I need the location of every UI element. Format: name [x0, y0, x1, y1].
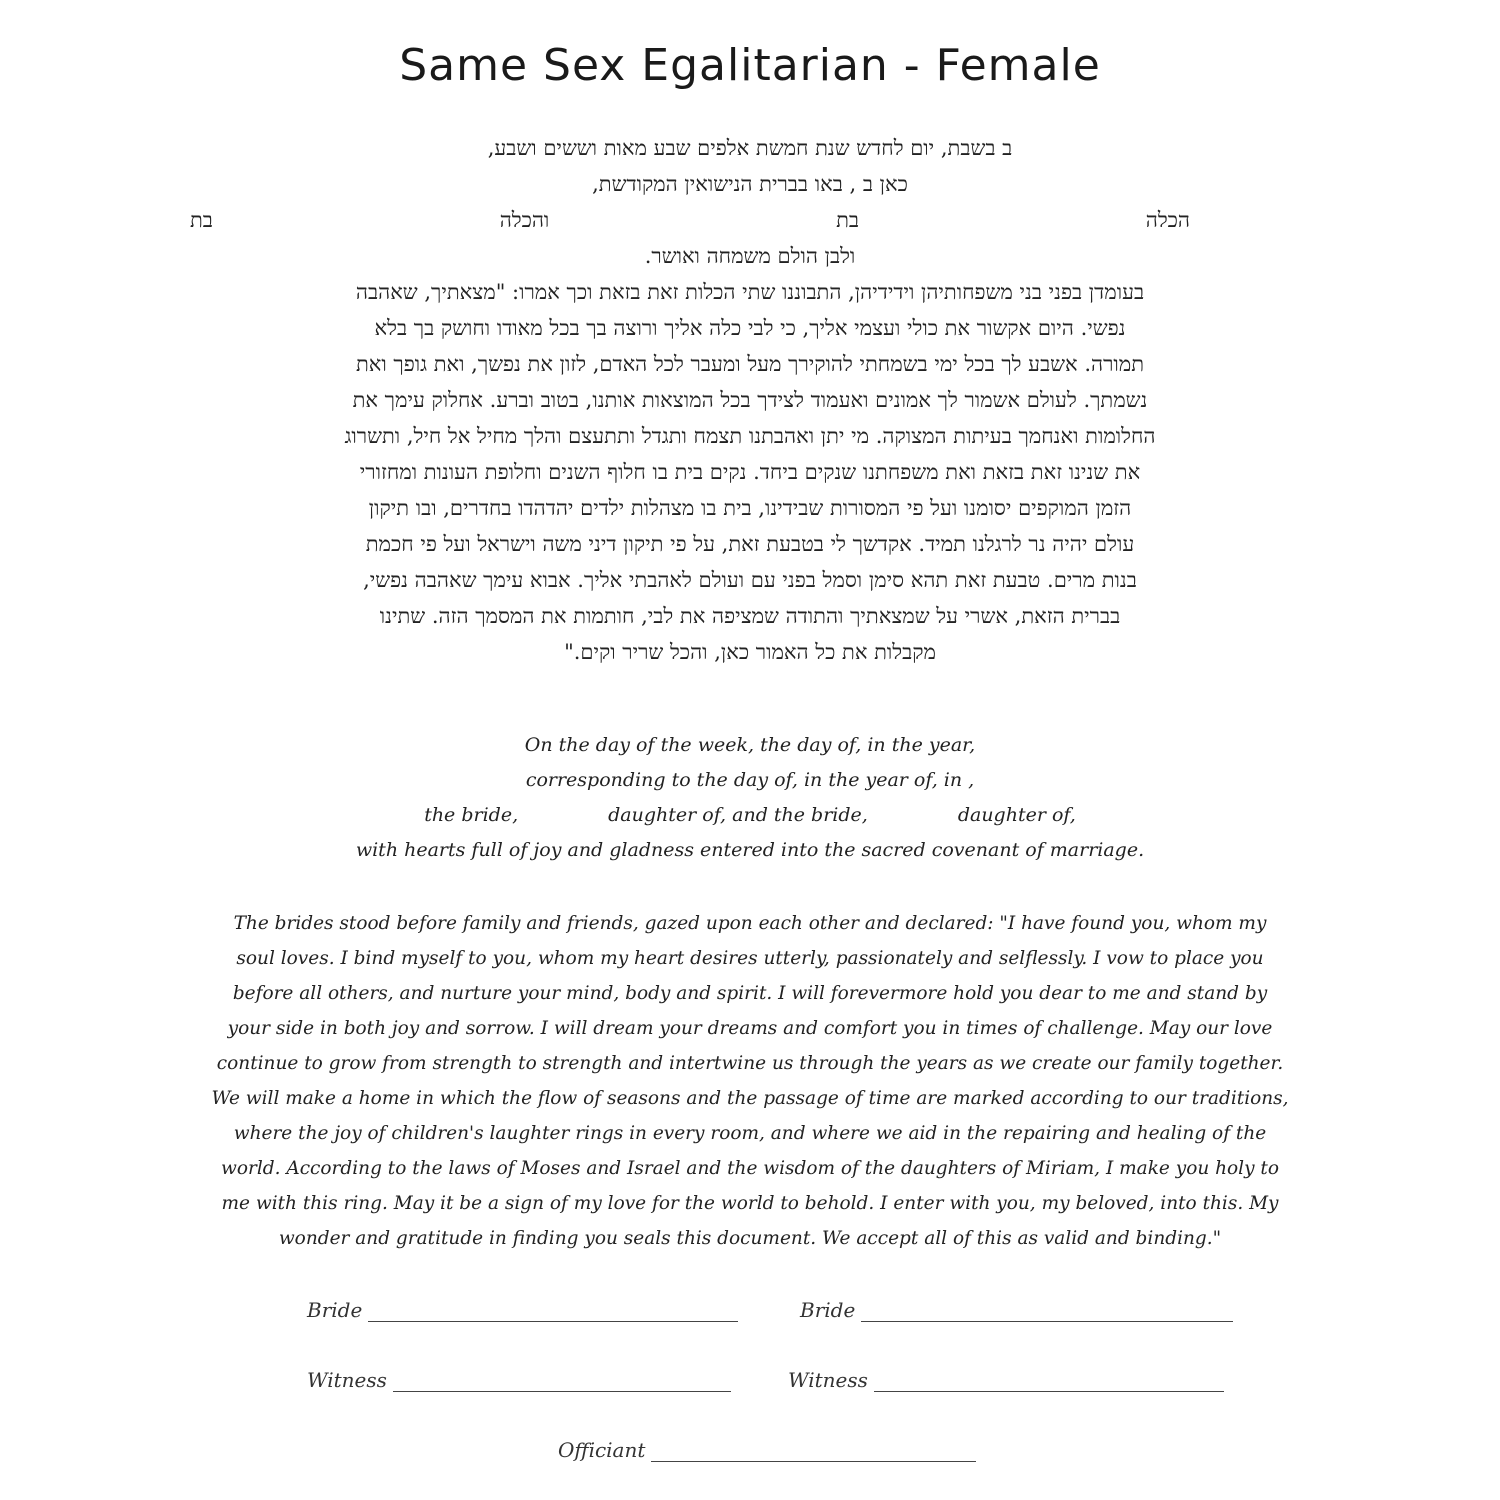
english-body [145, 906, 1355, 1256]
signature-label: Witness [307, 1368, 387, 1392]
hebrew-body-line: בעומדן בפני בני משפחותיהן וידידיהן, התבוננו שתי הכלות זאת בזאת וכך אמרו: "מצאתיך, שאהבה [355, 280, 1145, 304]
bride-signature-right[interactable] [800, 1298, 1233, 1322]
hebrew-header-line [150, 202, 1350, 238]
hebrew-body [150, 274, 1350, 670]
hebrew-header-line: כאן ב , באו בברית הנישואין המקודשת, [592, 172, 908, 196]
officiant-signature[interactable] [558, 1438, 976, 1462]
english-body-line: soul loves. I bind myself to you, whom my heart desires utterly, passionately and selflessly. I vow to place you [236, 948, 1264, 969]
hebrew-body-line: עולם יהיה נר לרגלנו תמיד. אקדשך לי בטבעת זאת, על פי תיקון דיני משה וישראל ועל פי חכמת [365, 532, 1135, 556]
bride-signature-left[interactable] [307, 1298, 738, 1322]
witness-signature-right[interactable] [788, 1368, 1224, 1392]
hebrew-body-line: הזמן המוקפים יסומנו ועל פי המסורות שבידינו, בית בו מצהלות ילדים יהדהדו בחדרים, ובו תיקון [368, 496, 1132, 520]
hebrew-body-line: נשמתך. לעולם אשמור לך אמונים ואעמוד לצידך בכל המוצאות אותנו, בטוב וברע. אחלוק עימך את [352, 388, 1148, 412]
english-body-line: me with this ring. May it be a sign of my love for the world to behold. I enter with you, my beloved, into this. My [221, 1193, 1279, 1214]
hebrew-daughter-label: בת [190, 208, 213, 232]
hebrew-body-line: את שנינו זאת בזאת ואת משפחתנו שנקים ביחד. נקים בית בו חלוף השנים וחלופת העונות ומחזורי [359, 460, 1141, 484]
signature-label: Witness [788, 1368, 868, 1392]
hebrew-header-line: ב בשבת, יום לחדש שנת חמשת אלפים שבע מאות וששים ושבע, [487, 136, 1013, 160]
hebrew-text-block [150, 130, 1350, 670]
signature-label: Bride [307, 1298, 363, 1322]
english-intro-line: corresponding to the day of, in the year of, in , [525, 769, 975, 791]
hebrew-body-line: נפשי. היום אקשור את כולי ועצמי אליך, כי לבי כלה אליך ורוצה בך בכל מאודו וחושק בך בלא [374, 316, 1126, 340]
signature-line[interactable] [874, 1371, 1224, 1392]
english-body-line: where the joy of children's laughter rings in every room, and where we aid in the repairing and healing of the [233, 1123, 1267, 1144]
english-intro-line [200, 798, 1300, 833]
english-body-line: before all others, and nurture your mind, body and spirit. I will forevermore hold you dear to me and stand by [232, 983, 1268, 1004]
english-intro [200, 728, 1300, 868]
signature-line[interactable] [368, 1301, 738, 1322]
english-body-line: your side in both joy and sorrow. I will dream your dreams and comfort you in times of challenge. May our love [227, 1018, 1273, 1039]
english-body-line: The brides stood before family and friends, gazed upon each other and declared: "I have found you, whom my [233, 913, 1267, 934]
hebrew-body-line: החלומות ואנחמך בעיתות המצוקה. מי יתן ואהבתנו תצמח ותגדל ותתעצם והלך מחיל אל חיל, ותשרוג [344, 424, 1156, 448]
hebrew-header-line: ולבן הולם משמחה ואושר. [644, 244, 856, 268]
signature-line[interactable] [651, 1441, 976, 1462]
signature-label: Officiant [558, 1438, 646, 1462]
english-body-line: wonder and gratitude in finding you seals this document. We accept all of this as valid and binding." [278, 1228, 1222, 1249]
hebrew-bride-label: הכלה [1145, 208, 1190, 232]
signature-label: Bride [800, 1298, 856, 1322]
signature-line[interactable] [861, 1301, 1233, 1322]
english-body-line: continue to grow from strength to strength and intertwine us through the years as we create our family together. [216, 1053, 1284, 1074]
hebrew-body-line: בברית הזאת, אשרי על שמצאתיך והתודה שמציפה את לבי, חותמות את המסמך הזה. שתינו [379, 604, 1121, 628]
english-body-line: We will make a home in which the flow of seasons and the passage of time are marked according to our traditions, [211, 1088, 1289, 1109]
hebrew-body-line: מקבלות את כל האמור כאן, והכל שריר וקים." [564, 640, 936, 664]
hebrew-body-line: בנות מרים. טבעת זאת תהא סימן וסמל בפני עם ועולם לאהבתי אליך. אבוא עימך שאהבה נפשי, [363, 568, 1137, 592]
hebrew-and-bride-label: והכלה [499, 208, 550, 232]
english-daughter-label: daughter of, [957, 804, 1076, 826]
english-intro-line: On the day of the week, the day of, in the year, [524, 734, 976, 756]
english-body-line: world. According to the laws of Moses and Israel and the wisdom of the daughters of Miriam, I make you holy to [221, 1158, 1279, 1179]
witness-signature-left[interactable] [307, 1368, 731, 1392]
hebrew-body-line: תמורה. אשבע לך בכל ימי בשמחתי להוקירך מעל ומעבר לכל האדם, לזון את נפשך, ואת גופך ואת [355, 352, 1145, 376]
signature-line[interactable] [393, 1371, 731, 1392]
english-bride-label: the bride, [424, 804, 519, 826]
hebrew-daughter-label: בת [836, 208, 859, 232]
english-daughter-and-bride-label: daughter of, and the bride, [608, 804, 868, 826]
english-intro-line: with hearts full of joy and gladness entered into the sacred covenant of marriage. [355, 839, 1145, 861]
page-title: Same Sex Egalitarian - Female [399, 40, 1101, 91]
